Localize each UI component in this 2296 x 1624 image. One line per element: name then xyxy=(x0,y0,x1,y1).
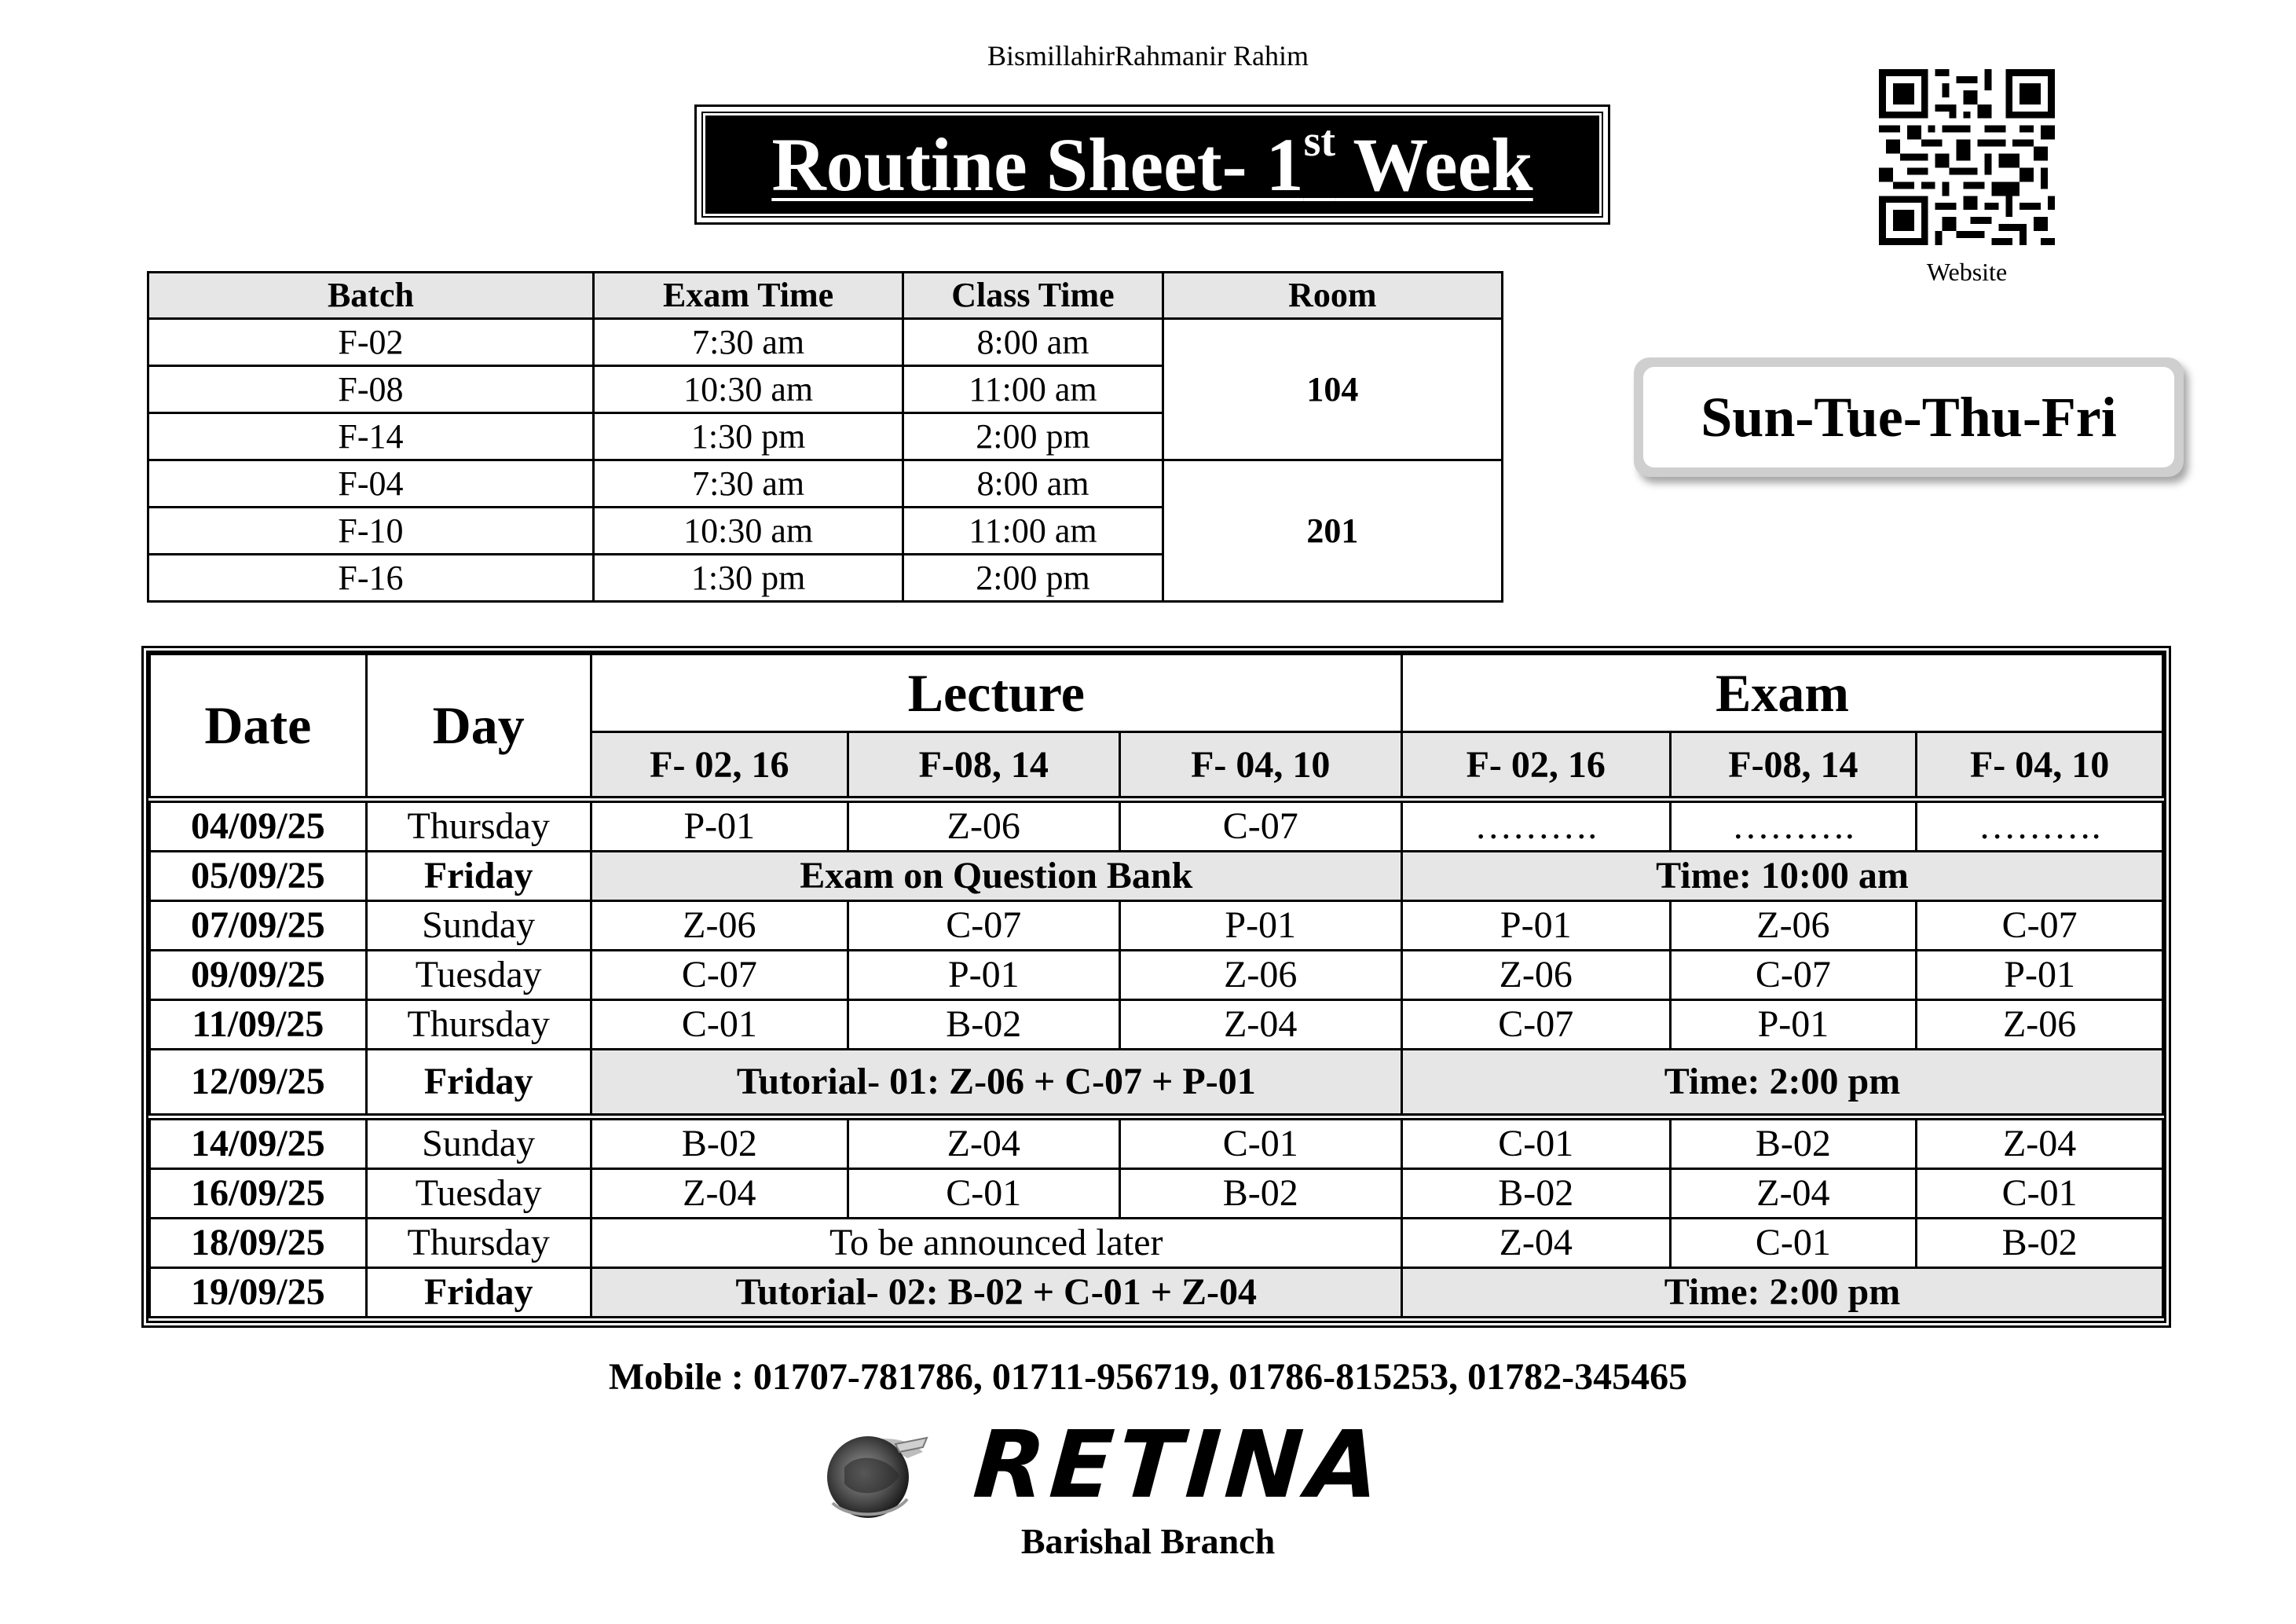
title-banner xyxy=(694,104,1610,225)
topic-cell: Z-06 xyxy=(1670,901,1917,951)
topic-cell: C-07 xyxy=(1119,800,1401,852)
retina-logo-text: RETINA xyxy=(970,1410,1388,1519)
table-row xyxy=(150,1000,2163,1050)
header-exam-time: Exam Time xyxy=(593,273,903,319)
topic-cell: Z-04 xyxy=(848,1117,1119,1169)
bismillah-text: BismillahirRahmanir Rahim xyxy=(987,40,1309,71)
table-row xyxy=(150,1050,2163,1117)
topic-cell: Z-04 xyxy=(1917,1117,2163,1169)
topic-cell: Z-06 xyxy=(591,901,848,951)
mobile-numbers: Mobile : 01707-781786, 01711-956719, 01786-815253, 01782-345465 xyxy=(608,1356,1688,1398)
topic-cell: B-02 xyxy=(591,1117,848,1169)
exam-time-cell: 1:30 pm xyxy=(593,413,903,460)
header-group: F- 04, 10 xyxy=(1917,732,2163,800)
day-cell: Thursday xyxy=(366,800,591,852)
topic-cell: C-07 xyxy=(1917,901,2163,951)
batch-cell: F-14 xyxy=(148,413,594,460)
class-time-cell: 8:00 am xyxy=(903,460,1163,508)
date-cell: 07/09/25 xyxy=(150,901,367,951)
exam-time-cell: 10:30 am xyxy=(593,508,903,555)
topic-cell: C-07 xyxy=(848,901,1119,951)
topic-cell: Z-04 xyxy=(1119,1000,1401,1050)
date-cell: 19/09/25 xyxy=(150,1268,367,1318)
topic-cell: C-07 xyxy=(591,951,848,1000)
table-row xyxy=(148,319,1503,366)
table-row xyxy=(150,901,2163,951)
class-time-cell: 11:00 am xyxy=(903,366,1163,413)
header-group: F-08, 14 xyxy=(1670,732,1917,800)
topic-cell: ………. xyxy=(1670,800,1917,852)
date-cell: 18/09/25 xyxy=(150,1219,367,1268)
date-cell: 14/09/25 xyxy=(150,1117,367,1169)
header-exam: Exam xyxy=(1401,654,2162,732)
topic-cell: C-01 xyxy=(848,1169,1119,1219)
topic-cell: C-01 xyxy=(591,1000,848,1050)
batch-table xyxy=(147,271,1503,603)
lecture-note-cell: To be announced later xyxy=(591,1219,1401,1268)
date-cell: 09/09/25 xyxy=(150,951,367,1000)
topic-cell: P-01 xyxy=(1670,1000,1917,1050)
branch-name: Barishal Branch xyxy=(1020,1521,1276,1561)
topic-cell: B-02 xyxy=(1401,1169,1670,1219)
topic-cell: ………. xyxy=(1401,800,1670,852)
day-cell: Thursday xyxy=(366,1000,591,1050)
date-cell: 05/09/25 xyxy=(150,852,367,901)
topic-cell: Z-04 xyxy=(1670,1169,1917,1219)
days-label: Sun-Tue-Thu-Fri xyxy=(1643,367,2174,467)
day-cell: Thursday xyxy=(366,1219,591,1268)
class-time-cell: 11:00 am xyxy=(903,508,1163,555)
schedule-frame xyxy=(141,646,2171,1328)
header-group: F-08, 14 xyxy=(848,732,1119,800)
header-day: Day xyxy=(366,654,591,800)
day-cell: Tuesday xyxy=(366,1169,591,1219)
header-group: F- 02, 16 xyxy=(591,732,848,800)
date-cell: 12/09/25 xyxy=(150,1050,367,1117)
topic-cell: C-01 xyxy=(1401,1117,1670,1169)
topic-cell: Z-06 xyxy=(1119,951,1401,1000)
day-cell: Sunday xyxy=(366,901,591,951)
exam-note-cell: Time: 10:00 am xyxy=(1401,852,2162,901)
topic-cell: B-02 xyxy=(1917,1219,2163,1268)
header-class-time: Class Time xyxy=(903,273,1163,319)
day-cell: Friday xyxy=(366,852,591,901)
class-time-cell: 2:00 pm xyxy=(903,555,1163,602)
batch-cell: F-08 xyxy=(148,366,594,413)
table-row xyxy=(150,1117,2163,1169)
topic-cell: C-07 xyxy=(1401,1000,1670,1050)
lecture-note-cell: Tutorial- 01: Z-06 + C-07 + P-01 xyxy=(591,1050,1401,1117)
day-cell: Friday xyxy=(366,1268,591,1318)
date-cell: 11/09/25 xyxy=(150,1000,367,1050)
topic-cell: Z-06 xyxy=(1917,1000,2163,1050)
topic-cell: B-02 xyxy=(1670,1117,1917,1169)
topic-cell: Z-04 xyxy=(591,1169,848,1219)
batch-cell: F-16 xyxy=(148,555,594,602)
date-cell: 04/09/25 xyxy=(150,800,367,852)
topic-cell: P-01 xyxy=(1917,951,2163,1000)
topic-cell: C-01 xyxy=(1119,1117,1401,1169)
table-row xyxy=(150,1268,2163,1318)
room-cell: 104 xyxy=(1163,319,1502,460)
batch-table-header xyxy=(148,273,1503,319)
exam-note-cell: Time: 2:00 pm xyxy=(1401,1050,2162,1117)
topic-cell: P-01 xyxy=(1119,901,1401,951)
header-group: F- 04, 10 xyxy=(1119,732,1401,800)
topic-cell: Z-06 xyxy=(1401,951,1670,1000)
topic-cell: C-07 xyxy=(1670,951,1917,1000)
header-batch: Batch xyxy=(148,273,594,319)
lecture-note-cell: Exam on Question Bank xyxy=(591,852,1401,901)
header-group: F- 02, 16 xyxy=(1401,732,1670,800)
exam-time-cell: 1:30 pm xyxy=(593,555,903,602)
qr-code-icon[interactable] xyxy=(1879,69,2055,245)
topic-cell: C-01 xyxy=(1670,1219,1917,1268)
days-badge xyxy=(1634,357,2184,477)
table-row xyxy=(150,1219,2163,1268)
batch-cell: F-02 xyxy=(148,319,594,366)
schedule-header-row xyxy=(150,654,2163,732)
eye-logo-icon xyxy=(813,1421,931,1523)
topic-cell: B-02 xyxy=(848,1000,1119,1050)
batch-cell: F-04 xyxy=(148,460,594,508)
day-cell: Sunday xyxy=(366,1117,591,1169)
date-cell: 16/09/25 xyxy=(150,1169,367,1219)
schedule-table xyxy=(148,653,2164,1318)
topic-cell: Z-04 xyxy=(1401,1219,1670,1268)
header-date: Date xyxy=(150,654,367,800)
topic-cell: P-01 xyxy=(591,800,848,852)
topic-cell: C-01 xyxy=(1917,1169,2163,1219)
topic-cell: P-01 xyxy=(1401,901,1670,951)
exam-note-cell: Time: 2:00 pm xyxy=(1401,1268,2162,1318)
exam-time-cell: 10:30 am xyxy=(593,366,903,413)
table-row xyxy=(150,852,2163,901)
batch-cell: F-10 xyxy=(148,508,594,555)
table-row xyxy=(150,951,2163,1000)
day-cell: Tuesday xyxy=(366,951,591,1000)
room-cell: 201 xyxy=(1163,460,1502,602)
table-row xyxy=(148,460,1503,508)
lecture-note-cell: Tutorial- 02: B-02 + C-01 + Z-04 xyxy=(591,1268,1401,1318)
exam-time-cell: 7:30 am xyxy=(593,319,903,366)
topic-cell: P-01 xyxy=(848,951,1119,1000)
table-row xyxy=(150,800,2163,852)
page-title: Routine Sheet- 1st Week xyxy=(771,117,1533,207)
day-cell: Friday xyxy=(366,1050,591,1117)
topic-cell: B-02 xyxy=(1119,1169,1401,1219)
topic-cell: ………. xyxy=(1917,800,2163,852)
qr-label: Website xyxy=(1926,258,2008,286)
header-lecture: Lecture xyxy=(591,654,1401,732)
header-room: Room xyxy=(1163,273,1502,319)
class-time-cell: 8:00 am xyxy=(903,319,1163,366)
table-row xyxy=(150,1169,2163,1219)
exam-time-cell: 7:30 am xyxy=(593,460,903,508)
topic-cell: Z-06 xyxy=(848,800,1119,852)
class-time-cell: 2:00 pm xyxy=(903,413,1163,460)
